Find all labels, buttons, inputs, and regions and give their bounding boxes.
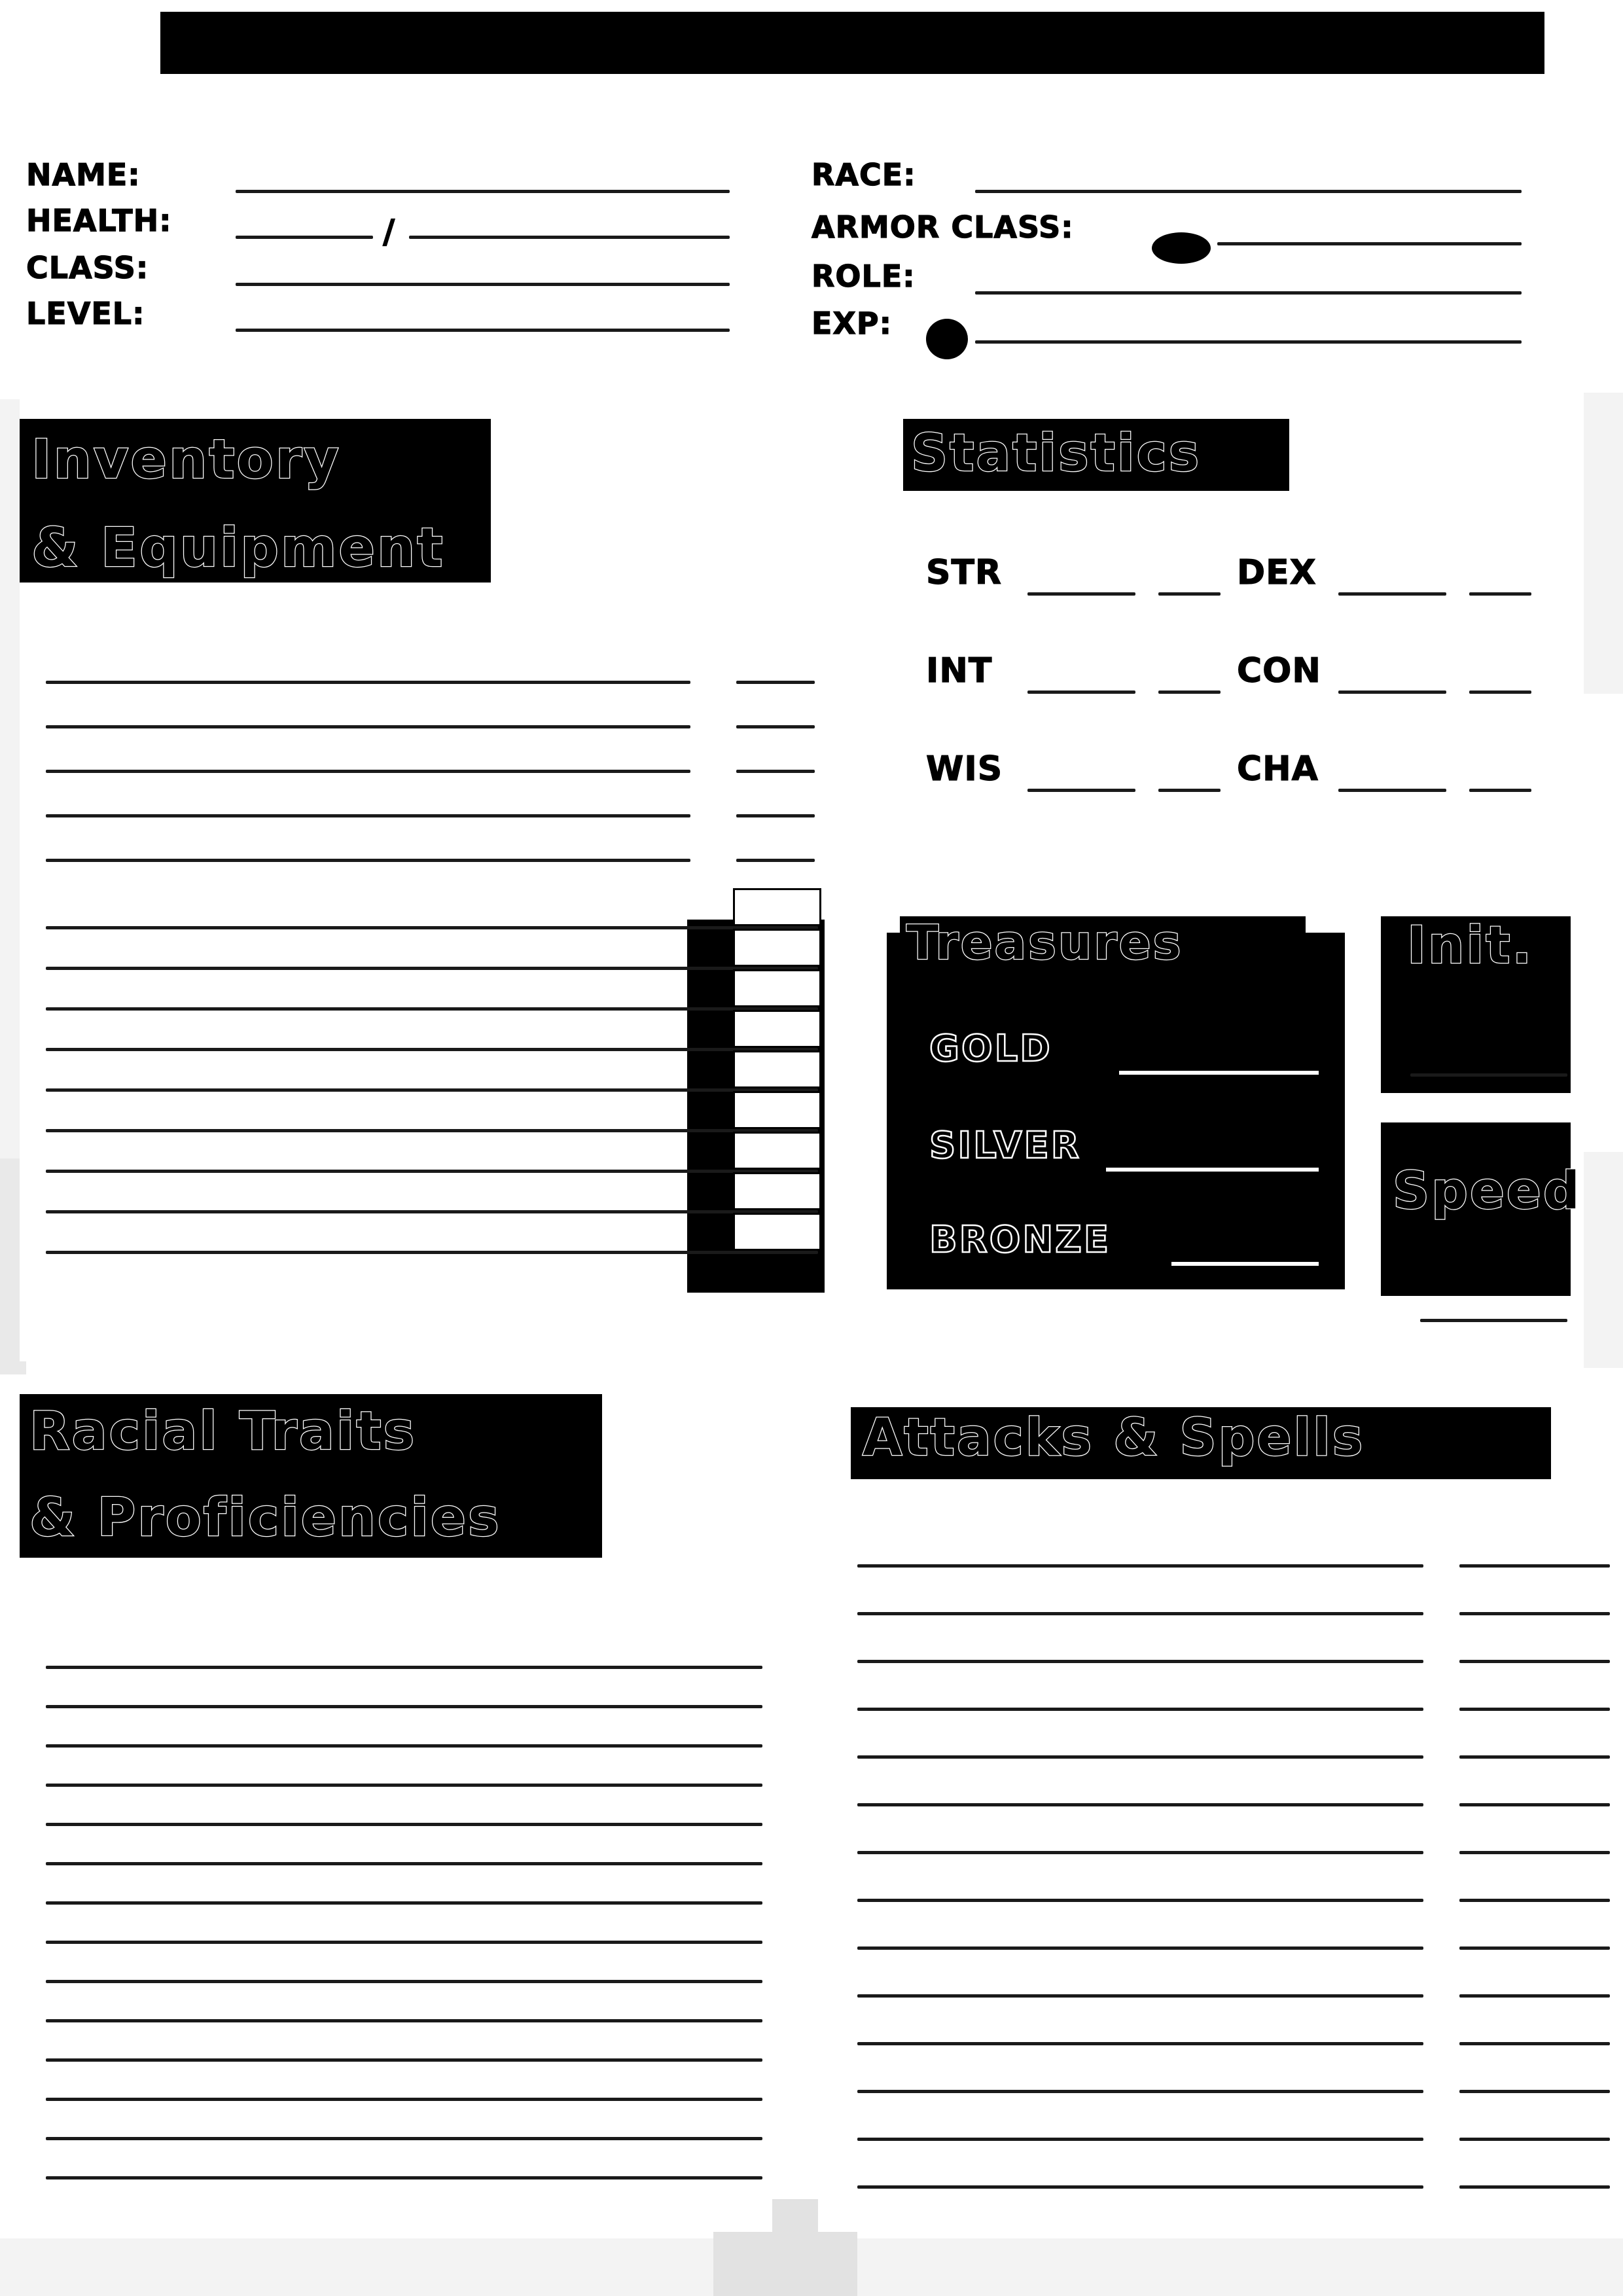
- initiative-rule: [1410, 1073, 1567, 1077]
- field-health-separator: /: [383, 213, 396, 251]
- stat-score-rule-dex: [1338, 592, 1446, 596]
- inventory-item-value[interactable]: [52, 900, 681, 925]
- racial-trait-rule: [46, 2019, 762, 2022]
- inventory-item-rule: [46, 681, 690, 684]
- attack-damage-value[interactable]: [1465, 1535, 1605, 1563]
- attack-name-value[interactable]: [864, 1679, 1417, 1706]
- field-value-level[interactable]: [242, 301, 726, 327]
- attack-damage-value[interactable]: [1465, 1727, 1605, 1754]
- inventory-item-rule: [46, 926, 818, 929]
- inventory-item-value[interactable]: [52, 787, 681, 813]
- field-label-class: CLASS:: [26, 250, 149, 285]
- treasure-value-bronze[interactable]: [1175, 1232, 1316, 1261]
- racial-traits-title-line1: Racial Traits: [29, 1401, 417, 1462]
- attack-name-value[interactable]: [864, 2061, 1417, 2089]
- attack-damage-value[interactable]: [1465, 1822, 1605, 1850]
- stat-mod-rule-dex: [1469, 592, 1531, 596]
- treasure-value-gold[interactable]: [1123, 1041, 1316, 1069]
- attack-damage-rule: [1459, 2185, 1610, 2189]
- field-label-exp: EXP:: [812, 306, 892, 341]
- attack-damage-rule: [1459, 2138, 1610, 2141]
- inventory-qty-rule: [736, 859, 815, 862]
- stat-score-value-dex[interactable]: [1342, 564, 1444, 592]
- inventory-item-rule: [46, 1210, 818, 1213]
- inventory-qty-value[interactable]: [740, 698, 812, 724]
- inventory-qty-value[interactable]: [740, 975, 815, 1001]
- field-rule-armor-class: [1217, 242, 1522, 245]
- stat-score-value-str[interactable]: [1031, 564, 1133, 592]
- attack-name-rule: [857, 1803, 1423, 1806]
- attack-name-rule: [857, 1899, 1423, 1902]
- inventory-qty-value[interactable]: [740, 1218, 815, 1244]
- racial-trait-rule: [46, 2137, 762, 2140]
- stat-label-dex: DEX: [1237, 553, 1317, 592]
- racial-trait-value[interactable]: [52, 2111, 756, 2136]
- attack-name-value[interactable]: [864, 1583, 1417, 1611]
- attack-damage-value[interactable]: [1465, 1870, 1605, 1897]
- inventory-item-value[interactable]: [52, 653, 681, 679]
- stat-label-cha: CHA: [1237, 749, 1319, 789]
- attack-name-value[interactable]: [864, 2013, 1417, 2041]
- attack-damage-value[interactable]: [1465, 2061, 1605, 2089]
- attack-damage-rule: [1459, 2090, 1610, 2093]
- attack-name-rule: [857, 1755, 1423, 1759]
- attack-name-value[interactable]: [864, 1535, 1417, 1563]
- racial-trait-rule: [46, 1784, 762, 1787]
- field-label-role: ROLE:: [812, 259, 916, 294]
- field-rule-exp: [975, 340, 1522, 344]
- inventory-item-rule: [46, 770, 690, 773]
- inventory-item-value[interactable]: [52, 1225, 681, 1249]
- attack-damage-value[interactable]: [1465, 1631, 1605, 1659]
- initiative-value[interactable]: [1414, 1044, 1564, 1073]
- speed-rule: [1420, 1319, 1567, 1322]
- racial-trait-value[interactable]: [52, 1679, 756, 1704]
- field-value-name[interactable]: [242, 162, 726, 188]
- racial-trait-rule: [46, 1901, 762, 1905]
- inventory-item-rule: [46, 967, 818, 970]
- stat-mod-value-int[interactable]: [1162, 662, 1218, 690]
- racial-trait-rule: [46, 1666, 762, 1669]
- attack-name-rule: [857, 1851, 1423, 1854]
- attack-name-value[interactable]: [864, 1965, 1417, 1993]
- attack-name-rule: [857, 1708, 1423, 1711]
- racial-trait-value[interactable]: [52, 1954, 756, 1979]
- field-rule-race: [975, 190, 1522, 193]
- inventory-qty-value[interactable]: [740, 787, 812, 813]
- inventory-qty-value[interactable]: [740, 893, 815, 920]
- stat-score-value-con[interactable]: [1342, 662, 1444, 690]
- attack-damage-value[interactable]: [1465, 2109, 1605, 2136]
- attack-damage-value[interactable]: [1465, 2013, 1605, 2041]
- inventory-qty-rule: [736, 681, 815, 684]
- field-value-class[interactable]: [242, 255, 726, 281]
- inventory-title-line1: Inventory: [31, 429, 341, 491]
- inventory-qty-value[interactable]: [740, 934, 815, 960]
- field-label-name: NAME:: [26, 157, 141, 192]
- racial-trait-value[interactable]: [52, 1797, 756, 1821]
- inventory-item-value[interactable]: [52, 742, 681, 768]
- inventory-qty-value[interactable]: [740, 1137, 815, 1163]
- racial-trait-rule: [46, 2058, 762, 2062]
- stat-score-value-cha[interactable]: [1342, 761, 1444, 788]
- attack-damage-value[interactable]: [1465, 1679, 1605, 1706]
- treasure-rule-bronze: [1171, 1262, 1319, 1266]
- attack-name-rule: [857, 1946, 1423, 1950]
- inventory-qty-value[interactable]: [740, 1177, 815, 1204]
- stat-mod-value-cha[interactable]: [1473, 761, 1529, 788]
- treasures-title: Treasures: [906, 915, 1183, 970]
- inventory-item-rule: [46, 859, 690, 862]
- racial-trait-value[interactable]: [52, 1875, 756, 1900]
- speed-title: Speed: [1393, 1162, 1582, 1221]
- inventory-item-rule: [46, 1251, 818, 1254]
- inventory-item-value[interactable]: [52, 1184, 681, 1209]
- attack-damage-rule: [1459, 1564, 1610, 1568]
- field-label-health: HEALTH:: [26, 203, 172, 238]
- racial-trait-value[interactable]: [52, 1993, 756, 2018]
- inventory-qty-value[interactable]: [740, 653, 812, 679]
- inventory-qty-rule: [736, 725, 815, 728]
- racial-trait-rule: [46, 1705, 762, 1708]
- field-rule-role: [975, 291, 1522, 295]
- armor-class-ink-blot: [1152, 232, 1211, 264]
- attack-name-value[interactable]: [864, 1727, 1417, 1754]
- attack-damage-rule: [1459, 1994, 1610, 1998]
- treasure-label-bronze: BRONZE: [929, 1219, 1111, 1261]
- racial-trait-value[interactable]: [52, 1718, 756, 1743]
- racial-trait-value[interactable]: [52, 1836, 756, 1861]
- stat-score-rule-cha: [1338, 789, 1446, 792]
- racial-trait-value[interactable]: [52, 1914, 756, 1939]
- racial-trait-value[interactable]: [52, 2150, 756, 2175]
- treasure-label-gold: GOLD: [929, 1028, 1052, 1070]
- racial-trait-rule: [46, 1941, 762, 1944]
- inventory-qty-value[interactable]: [740, 831, 812, 857]
- treasure-rule-gold: [1119, 1071, 1319, 1075]
- attack-name-rule: [857, 1612, 1423, 1615]
- inventory-item-value[interactable]: [52, 941, 681, 965]
- inventory-item-rule: [46, 814, 690, 817]
- attack-damage-rule: [1459, 1946, 1610, 1950]
- inventory-title-line2: & Equipment: [31, 517, 445, 579]
- attacks-panel: [818, 1381, 1623, 2232]
- attack-name-value[interactable]: [864, 1870, 1417, 1897]
- stat-mod-rule-wis: [1158, 789, 1221, 792]
- inventory-item-rule: [46, 1048, 818, 1051]
- inventory-qty-value[interactable]: [740, 1015, 815, 1041]
- attack-damage-rule: [1459, 1803, 1610, 1806]
- stat-label-wis: WIS: [926, 749, 1003, 789]
- racial-trait-rule: [46, 2098, 762, 2101]
- attack-name-rule: [857, 2185, 1423, 2189]
- sheet-upper-white: [0, 98, 1580, 393]
- stat-mod-rule-int: [1158, 691, 1221, 694]
- inventory-item-value[interactable]: [52, 1103, 681, 1128]
- attack-damage-rule: [1459, 1899, 1610, 1902]
- stat-mod-rule-str: [1158, 592, 1221, 596]
- statistics-title: Statistics: [911, 424, 1202, 483]
- racial-trait-rule: [46, 2176, 762, 2179]
- racial-trait-value[interactable]: [52, 1640, 756, 1664]
- inventory-item-rule: [46, 1129, 818, 1132]
- attack-damage-rule: [1459, 1755, 1610, 1759]
- inventory-item-value[interactable]: [52, 698, 681, 724]
- attack-name-rule: [857, 1994, 1423, 1998]
- attack-damage-value[interactable]: [1465, 1583, 1605, 1611]
- treasure-value-silver[interactable]: [1110, 1138, 1316, 1166]
- stat-score-value-int[interactable]: [1031, 662, 1133, 690]
- attack-damage-rule: [1459, 1851, 1610, 1854]
- stat-score-rule-int: [1027, 691, 1135, 694]
- inventory-item-value[interactable]: [52, 1143, 681, 1168]
- field-rule-level: [236, 329, 730, 332]
- treasure-rule-silver: [1106, 1168, 1319, 1172]
- stat-score-rule-str: [1027, 592, 1135, 596]
- inventory-item-value[interactable]: [52, 1022, 681, 1047]
- field-rule-health-current: [236, 236, 373, 239]
- racial-traits-title-line2: & Proficiencies: [29, 1487, 501, 1548]
- inventory-item-value[interactable]: [52, 1062, 681, 1087]
- attacks-title: Attacks & Spells: [863, 1408, 1365, 1467]
- racial-trait-rule: [46, 1862, 762, 1865]
- attack-damage-rule: [1459, 1612, 1610, 1615]
- attack-damage-rule: [1459, 2042, 1610, 2045]
- racial-trait-rule: [46, 1823, 762, 1826]
- attack-damage-rule: [1459, 1660, 1610, 1663]
- field-rule-name: [236, 190, 730, 193]
- attack-damage-value[interactable]: [1465, 2157, 1605, 2184]
- inventory-qty-rule: [736, 814, 815, 817]
- inventory-qty-value[interactable]: [740, 742, 812, 768]
- attack-name-value[interactable]: [864, 1918, 1417, 1945]
- stat-mod-value-con[interactable]: [1473, 662, 1529, 690]
- stat-mod-rule-cha: [1469, 789, 1531, 792]
- inventory-item-rule: [46, 725, 690, 728]
- field-value-race[interactable]: [982, 162, 1518, 188]
- attack-name-value[interactable]: [864, 2157, 1417, 2184]
- attack-damage-rule: [1459, 1708, 1610, 1711]
- attack-name-rule: [857, 2138, 1423, 2141]
- stat-label-con: CON: [1237, 651, 1321, 691]
- initiative-title: Init.: [1407, 916, 1534, 975]
- stat-mod-value-wis[interactable]: [1162, 761, 1218, 788]
- attack-name-value[interactable]: [864, 1774, 1417, 1802]
- racial-trait-value[interactable]: [52, 2032, 756, 2057]
- stat-label-int: INT: [926, 651, 993, 691]
- inventory-qty-value[interactable]: [740, 1096, 815, 1122]
- stat-mod-value-str[interactable]: [1162, 564, 1218, 592]
- field-value-armor-class[interactable]: [1224, 215, 1518, 241]
- stat-mod-rule-con: [1469, 691, 1531, 694]
- field-value-role[interactable]: [982, 264, 1518, 290]
- racial-trait-value[interactable]: [52, 2072, 756, 2096]
- inventory-item-rule: [46, 1007, 818, 1011]
- field-label-level: LEVEL:: [26, 296, 145, 331]
- stat-score-rule-wis: [1027, 789, 1135, 792]
- attack-name-rule: [857, 1564, 1423, 1568]
- attack-name-rule: [857, 2090, 1423, 2093]
- inventory-item-value[interactable]: [52, 831, 681, 857]
- stat-score-rule-con: [1338, 691, 1446, 694]
- attack-name-rule: [857, 2042, 1423, 2045]
- attack-name-value[interactable]: [864, 2109, 1417, 2136]
- attack-name-rule: [857, 1660, 1423, 1663]
- field-value-exp[interactable]: [982, 313, 1518, 339]
- attack-name-value[interactable]: [864, 1631, 1417, 1659]
- racial-trait-rule: [46, 1980, 762, 1983]
- exp-ink-blot: [926, 319, 968, 359]
- racial-trait-rule: [46, 1744, 762, 1748]
- stat-score-value-wis[interactable]: [1031, 761, 1133, 788]
- speed-value[interactable]: [1423, 1289, 1564, 1319]
- inventory-item-rule: [46, 1170, 818, 1173]
- field-label-race: RACE:: [812, 157, 916, 192]
- field-rule-class: [236, 283, 730, 286]
- stat-mod-value-dex[interactable]: [1473, 564, 1529, 592]
- inventory-qty-rule: [736, 770, 815, 773]
- field-label-armor-class: ARMOR CLASS:: [812, 209, 1074, 245]
- field-value-health-current[interactable]: [242, 208, 366, 234]
- title-banner: [160, 12, 1544, 74]
- inventory-item-rule: [46, 1088, 818, 1092]
- field-rule-health-max: [409, 236, 730, 239]
- treasure-label-silver: SILVER: [929, 1124, 1081, 1167]
- attack-name-value[interactable]: [864, 1822, 1417, 1850]
- attack-damage-value[interactable]: [1465, 1918, 1605, 1945]
- racial-trait-value[interactable]: [52, 1757, 756, 1782]
- field-value-health-max[interactable]: [416, 208, 723, 234]
- stat-label-str: STR: [926, 553, 1002, 592]
- inventory-qty-value[interactable]: [740, 1056, 815, 1082]
- inventory-item-value[interactable]: [52, 981, 681, 1006]
- attack-damage-value[interactable]: [1465, 1965, 1605, 1993]
- attack-damage-value[interactable]: [1465, 1774, 1605, 1802]
